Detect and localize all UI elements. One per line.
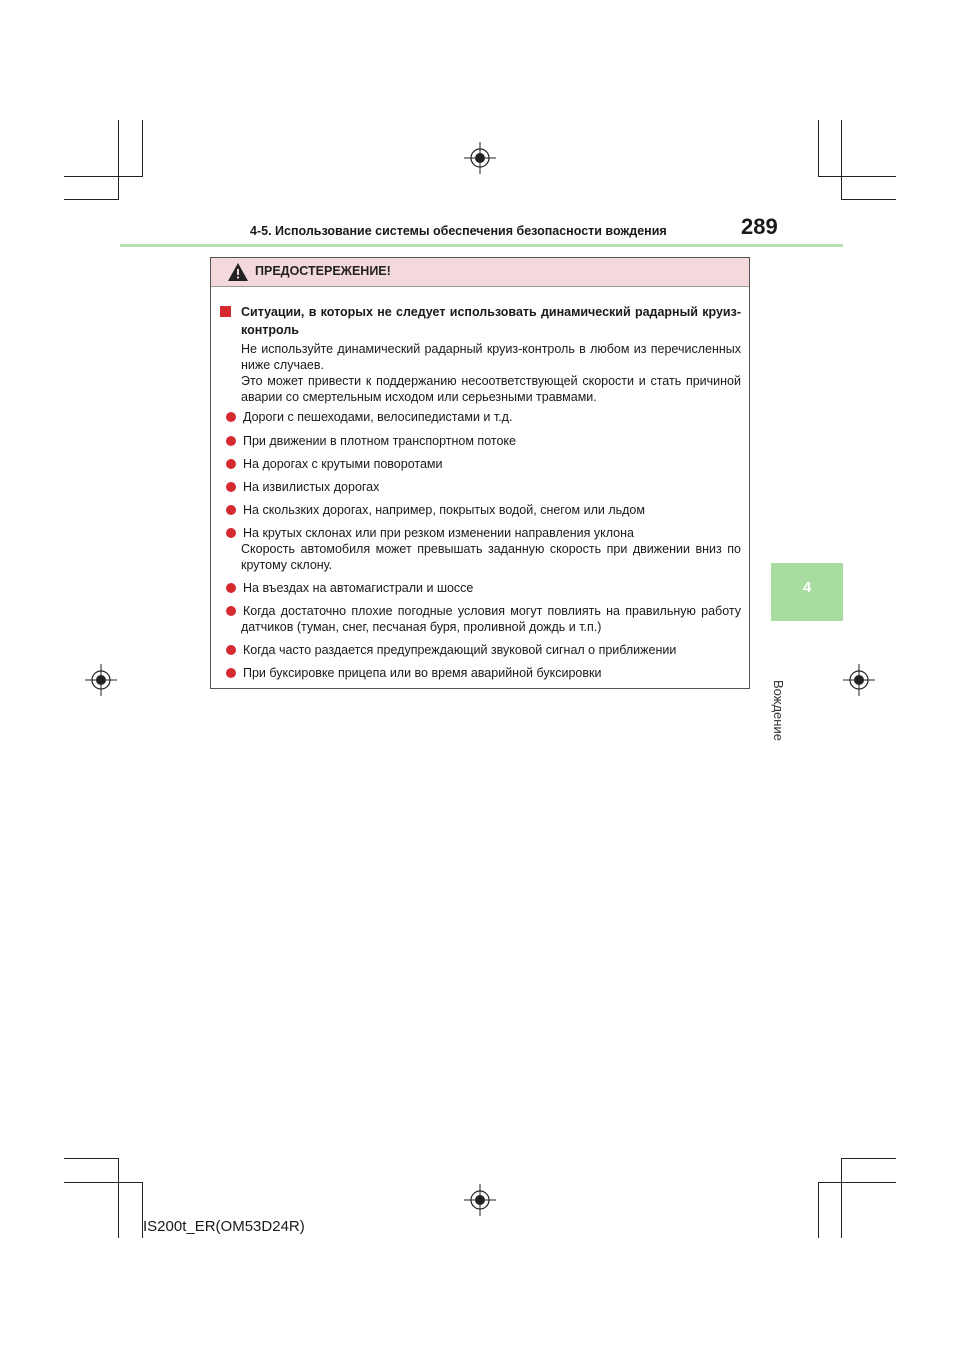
document-code: IS200t_ER(OM53D24R) [143,1218,305,1235]
crop-mark [818,1182,896,1183]
bullet-icon [226,412,236,422]
intro-paragraph: Не используйте динамический радарный круиз-контроль в любом из перечисленных ниже случаев. [241,342,741,372]
crop-mark [841,120,842,200]
crop-mark [818,120,819,176]
list-item: Когда часто раздается предупреждающий звуковой сигнал о приближении [243,643,677,657]
bullet-icon [226,459,236,469]
crop-mark [818,1182,819,1238]
bullet-icon [226,668,236,678]
warning-triangle-icon [227,262,249,282]
bullet-icon [226,505,236,515]
section-title: Ситуации, в которых не следует использовать динамический радарный круиз-контроль [241,305,741,337]
registration-mark-icon [843,664,875,696]
list-item: На дорогах с крутыми поворотами [243,457,443,471]
chapter-label: Вождение [771,680,786,741]
chapter-number: 4 [802,579,812,596]
crop-mark [841,199,896,200]
list-item: На скользких дорогах, например, покрытых водой, снегом или льдом [243,503,645,517]
crop-mark [118,1158,119,1238]
list-item: Дороги с пешеходами, велосипедистами и т.д. [243,410,513,424]
header-divider [120,244,843,247]
bullet-icon [226,583,236,593]
crop-mark [841,1158,842,1238]
bullet-icon [226,645,236,655]
list-item: Когда достаточно плохие погодные условия могут повлиять на правильную работу датчиков (туман, снег, песчаная буря, проливной дождь и т.п.) [241,604,741,634]
crop-mark [64,199,119,200]
square-bullet-icon [220,306,231,317]
crop-mark [841,1158,896,1159]
list-item-note: Скорость автомобиля может превышать заданную скорость при движении вниз по крутому склону. [241,542,741,572]
page-number: 289 [741,214,778,239]
bullet-icon [226,528,236,538]
crop-mark [64,176,143,177]
section-header-title: 4-5. Использование системы обеспечения безопасности вождения [250,224,667,238]
intro-paragraph: Это может привести к поддержанию несоответствующей скорости и стать причиной аварии со смертельным исходом или серьезными травмами. [241,374,741,404]
warning-box [210,257,750,689]
list-item: На въездах на автомагистрали и шоссе [243,581,474,595]
crop-mark [118,120,119,200]
warning-heading: ПРЕДОСТЕРЕЖЕНИЕ! [255,264,391,278]
warning-header [211,258,749,287]
crop-mark [818,176,896,177]
registration-mark-icon [464,142,496,174]
chapter-tab [771,563,843,621]
crop-mark [64,1158,119,1159]
list-item: На крутых склонах или при резком изменении направления уклона Скорость автомобиля может превышать заданную скорость при движении вниз по крутому склону. [241,526,741,572]
list-item: При движении в плотном транспортном потоке [243,434,516,448]
list-item: При буксировке прицепа или во время аварийной буксировки [243,666,602,680]
crop-mark [142,120,143,176]
registration-mark-icon [85,664,117,696]
list-item: На извилистых дорогах [243,480,380,494]
bullet-icon [226,436,236,446]
bullet-icon [226,482,236,492]
bullet-icon [226,606,236,616]
crop-mark [64,1182,143,1183]
registration-mark-icon [464,1184,496,1216]
